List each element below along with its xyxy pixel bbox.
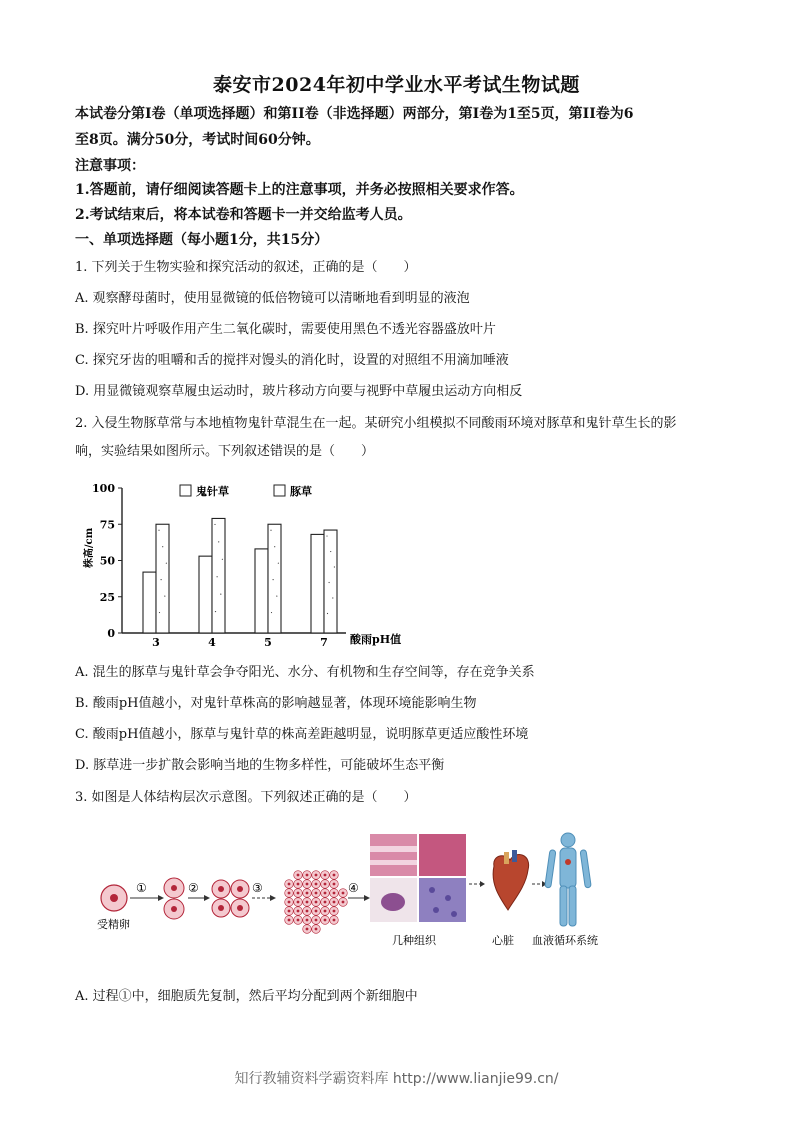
legend-swatch (274, 485, 285, 496)
step-4-label: ④ (348, 881, 359, 895)
cluster-cell-nucleus (306, 892, 309, 895)
cluster-cell-nucleus (315, 928, 318, 931)
chart-legend (180, 484, 312, 498)
cluster-cell-nucleus (342, 892, 345, 895)
chart-bar-speckle (327, 613, 328, 614)
step-1-label: ① (136, 881, 147, 895)
q2-stem-line-1: 2. 入侵生物豚草常与本地植物鬼针草混生在一起。某研究小组模拟不同酸雨环境对豚草和鬼针草生长的影 (75, 416, 677, 431)
chart-bar-speckle (273, 579, 274, 580)
chart-x-tick-label: 7 (320, 636, 328, 648)
cluster-cell-nucleus (324, 910, 327, 913)
chart-bar-speckle (330, 551, 331, 552)
q1-option-d: D. 用显微镜观察草履虫运动时，玻片移动方向要与视野中草履虫运动方向相反 (75, 384, 523, 399)
cell-cluster-icon (285, 871, 348, 934)
chart-bar-speckle (274, 546, 275, 547)
chart-x-tick-label: 4 (208, 636, 216, 648)
cluster-cell-nucleus (297, 874, 300, 877)
human-body-icon (545, 833, 592, 926)
chart-y-tick-label: 75 (99, 518, 115, 532)
four-cell-icon (212, 880, 249, 917)
chart-y-axis-label: 株高/cm (84, 527, 95, 569)
chart-x-axis-label: 酸雨pH值 (350, 633, 402, 646)
q2-option-c: C. 酸雨pH值越小，豚草与鬼针草的株高差距越明显，说明豚草更适应酸性环境 (75, 727, 529, 742)
cluster-cell-nucleus (297, 892, 300, 895)
zygote-cell-icon (101, 885, 127, 911)
cluster-cell-nucleus (288, 919, 291, 922)
chart-bar-speckle (158, 530, 159, 531)
q1-stem: 1. 下列关于生物实验和探究活动的叙述，正确的是（ ） (75, 260, 417, 275)
chart-bar-tuncao (156, 524, 169, 633)
chart-bar-guizhencao (255, 549, 268, 633)
chart-bar-speckle (161, 579, 162, 580)
chart-y-tick-label: 25 (99, 590, 115, 604)
cluster-cell-nucleus (306, 910, 309, 913)
chart-bar-speckle (278, 563, 279, 564)
chart-bar-speckle (220, 594, 221, 595)
chart-bar-speckle (166, 563, 167, 564)
chart-bar-speckle (159, 612, 160, 613)
cluster-cell-nucleus (315, 892, 318, 895)
intro-line-1: 本试卷分第I卷（单项选择题）和第II卷（非选择题）两部分，第I卷为1至5页，第II卷为6 (75, 106, 634, 122)
step-3-label: ③ (252, 881, 263, 895)
cluster-cell-nucleus (297, 883, 300, 886)
cluster-cell-nucleus (297, 910, 300, 913)
step-3-arrow (252, 895, 276, 901)
chart-bar-speckle (332, 597, 333, 598)
zygote-label: 受精卵 (97, 918, 130, 931)
chart-bar-tuncao (212, 518, 225, 633)
chart-bar-speckle (162, 546, 163, 547)
page-footer: 知行教辅资料学霸资料库 http://www.lianjie99.cn/ (234, 1071, 559, 1087)
cluster-cell-nucleus (333, 892, 336, 895)
chart-bar-guizhencao (143, 572, 156, 633)
cluster-cell-nucleus (315, 910, 318, 913)
chart-y-tick-label: 100 (92, 482, 115, 495)
cluster-cell-nucleus (333, 919, 336, 922)
q1-option-a: A. 观察酵母菌时，使用显微镜的低倍物镜可以清晰地看到明显的液泡 (75, 291, 470, 306)
chart-bar-speckle (222, 559, 223, 560)
cluster-cell-nucleus (306, 874, 309, 877)
chart-bar-guizhencao (311, 534, 324, 633)
cluster-cell-nucleus (297, 919, 300, 922)
system-label: 血液循环系统 (532, 934, 598, 947)
chart-bar-tuncao (324, 530, 337, 633)
cluster-cell-nucleus (324, 874, 327, 877)
chart-bar-guizhencao (199, 556, 212, 633)
cluster-cell-nucleus (306, 919, 309, 922)
q3-option-a: A. 过程①中，细胞质先复制，然后平均分配到两个新细胞中 (75, 989, 418, 1004)
cluster-cell-nucleus (288, 901, 291, 904)
q3-stem: 3. 如图是人体结构层次示意图。下列叙述正确的是（ ） (75, 790, 417, 805)
cluster-cell-nucleus (333, 901, 336, 904)
step-4-arrow (348, 895, 370, 901)
chart-x-tick-label: 5 (264, 636, 272, 648)
two-cell-icon (164, 878, 184, 919)
intro-line-2: 至8页。满分50分，考试时间60分钟。 (75, 132, 320, 148)
heart-icon (493, 850, 529, 910)
cluster-cell-nucleus (306, 883, 309, 886)
notice-heading: 注意事项： (75, 158, 145, 174)
cluster-cell-nucleus (288, 910, 291, 913)
cluster-cell-nucleus (333, 883, 336, 886)
chart-bar-speckle (276, 595, 277, 596)
cluster-cell-nucleus (315, 901, 318, 904)
chart-y-tick-label: 0 (107, 627, 115, 640)
cluster-cell-nucleus (315, 874, 318, 877)
heart-label: 心脏 (492, 934, 514, 947)
q1-option-b: B. 探究叶片呼吸作用产生二氧化碳时，需要使用黑色不透光容器盛放叶片 (75, 322, 496, 337)
chart-bar-speckle (326, 535, 327, 536)
cluster-cell-nucleus (315, 919, 318, 922)
chart-bar-speckle (218, 541, 219, 542)
cluster-cell-nucleus (324, 919, 327, 922)
cluster-cell-nucleus (324, 901, 327, 904)
cluster-cell-nucleus (288, 883, 291, 886)
chart-bars (143, 518, 337, 633)
chart-y-tick-label: 50 (99, 554, 115, 568)
step-1-arrow (130, 895, 164, 901)
step-2-label: ② (188, 881, 199, 895)
plant-height-bar-chart (78, 478, 418, 648)
page-title: 泰安市2024年初中学业水平考试生物试题 (213, 74, 580, 96)
notice-item-2: 2.考试结束后，将本试卷和答题卡一并交给监考人员。 (75, 207, 412, 223)
cluster-cell-nucleus (333, 874, 336, 877)
tissue-to-heart-arrow (469, 881, 485, 887)
legend-swatch (180, 485, 191, 496)
tissue-label: 几种组织 (392, 934, 436, 947)
chart-bar-speckle (271, 612, 272, 613)
cluster-cell-nucleus (324, 883, 327, 886)
notice-item-1: 1.答题前，请仔细阅读答题卡上的注意事项，并务必按照相关要求作答。 (75, 182, 524, 198)
cluster-cell-nucleus (324, 892, 327, 895)
cluster-cell-nucleus (315, 883, 318, 886)
cluster-cell-nucleus (297, 901, 300, 904)
q2-option-a: A. 混生的豚草与鬼针草会争夺阳光、水分、有机物和生存空间等，存在竞争关系 (75, 665, 535, 680)
q2-option-b: B. 酸雨pH值越小，对鬼针草株高的影响越显著，体现环境能影响生物 (75, 696, 477, 711)
cluster-cell-nucleus (306, 901, 309, 904)
chart-x-tick-label: 3 (152, 636, 160, 648)
chart-bar-speckle (164, 595, 165, 596)
step-2-arrow (188, 895, 210, 901)
cluster-cell-nucleus (306, 928, 309, 931)
q2-option-d: D. 豚草进一步扩散会影响当地的生物多样性，可能破坏生态平衡 (75, 758, 445, 773)
chart-bar-speckle (217, 576, 218, 577)
q1-option-c: C. 探究牙齿的咀嚼和舌的搅拌对馒头的消化时，设置的对照组不用滴加唾液 (75, 353, 509, 368)
cluster-cell-nucleus (333, 910, 336, 913)
body-structure-diagram (92, 828, 612, 960)
section-heading: 一、单项选择题（每小题1分，共15分） (75, 232, 329, 248)
chart-bar-tuncao (268, 524, 281, 633)
chart-bar-speckle (329, 582, 330, 583)
legend-label: 豚草 (290, 485, 312, 498)
chart-bar-speckle (334, 566, 335, 567)
chart-bar-speckle (214, 524, 215, 525)
chart-bar-speckle (215, 611, 216, 612)
chart-bar-speckle (270, 530, 271, 531)
tissue-images (370, 834, 466, 922)
legend-label: 鬼针草 (196, 485, 229, 498)
cluster-cell-nucleus (342, 901, 345, 904)
q2-stem-line-2: 响，实验结果如图所示。下列叙述错误的是（ ） (75, 444, 375, 459)
cluster-cell-nucleus (288, 892, 291, 895)
